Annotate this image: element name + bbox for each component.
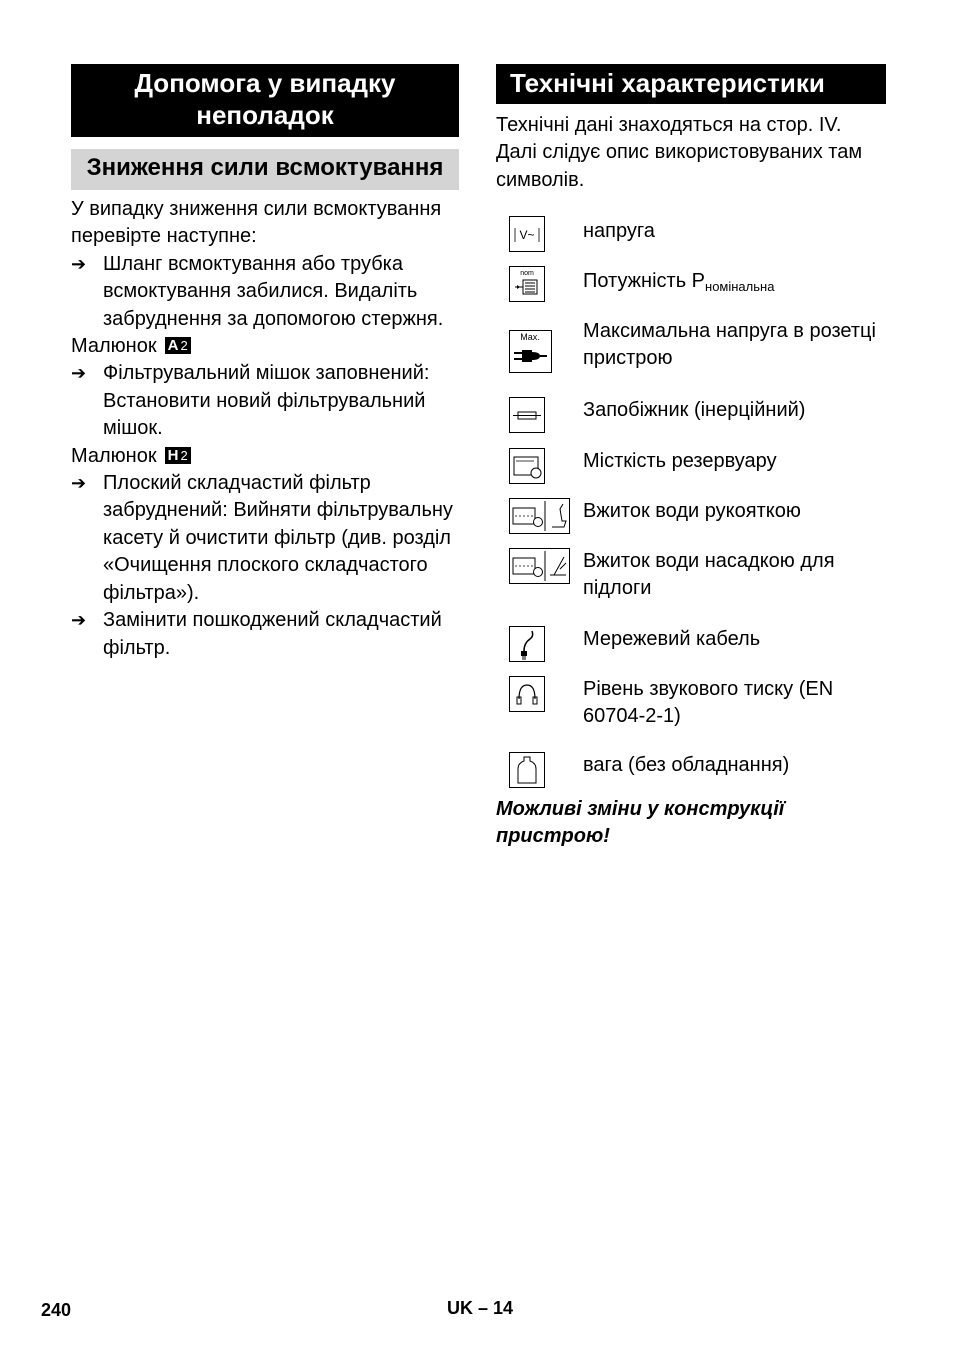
svg-text:V~: V~ bbox=[519, 228, 535, 242]
technical-data-intro: Технічні дані знаходяться на стор. IV. Далі слідує опис використовуваних там символів. bbox=[496, 114, 863, 191]
power-icon bbox=[509, 266, 545, 302]
arrow-right-icon: ➔ bbox=[71, 363, 87, 384]
technical-data-heading: Технічні характеристики bbox=[496, 64, 886, 104]
weight-icon bbox=[509, 752, 545, 788]
voltage-icon bbox=[509, 216, 545, 252]
troubleshooting-column bbox=[71, 64, 459, 662]
figure-badge: A 2 bbox=[165, 337, 191, 354]
list-item: ➔ Шланг всмоктування або трубка всмоктування забилися. Видаліть забруднення за допомогою стержня. bbox=[71, 251, 459, 333]
page-number: 240 bbox=[41, 1300, 72, 1320]
figure-badge: H 2 bbox=[165, 447, 191, 464]
section-page-label: UK – 14 bbox=[447, 1298, 514, 1318]
suction-reduction-subheading: Зниження сили всмоктування bbox=[71, 149, 459, 190]
arrow-right-icon: ➔ bbox=[71, 610, 87, 631]
list-item: ➔ Фільтрувальний мішок заповнений: Встановити новий фільтрувальний мішок. bbox=[71, 360, 459, 442]
sound-pressure-icon bbox=[509, 676, 545, 712]
floor-nozzle-water-icon bbox=[509, 548, 570, 584]
figure-reference: Малюнок A 2 bbox=[71, 333, 459, 360]
fuse-icon bbox=[509, 397, 545, 433]
arrow-right-icon: ➔ bbox=[71, 473, 87, 494]
troubleshooting-heading: Допомога у випадку неполадок bbox=[71, 64, 459, 137]
arrow-right-icon: ➔ bbox=[71, 253, 87, 274]
technical-data-column: Технічні характеристики Технічні дані знаходяться на стор. IV. Далі слідує опис використовуваних там символів. V~ напруга nom Потужність $P_{номінальна}$ Max. Максимальна напруга в розетці пристрою Запобіжник (інерційний) Місткість резервуару Вжиток води рукояткою Вжиток води насадкою для підлоги Мережевий кабель Рівень звукового тиску (EN 60704-2-1) вага (без обладнання) Можливі зміни у конструкції пристрою! bbox=[496, 64, 886, 194]
svg-text:nom: nom bbox=[520, 270, 534, 277]
hand-nozzle-water-icon bbox=[509, 498, 570, 534]
svg-text:Max.: Max. bbox=[520, 332, 540, 342]
list-item: ➔ Замінити пошкоджений складчастий фільтр. bbox=[71, 607, 459, 662]
max-socket-icon bbox=[509, 330, 552, 373]
power-cable-icon bbox=[509, 626, 545, 662]
suction-intro-text: У випадку зниження сили всмоктування перевірте наступне: bbox=[71, 198, 442, 248]
design-change-note: Можливі зміни у конструкції пристрою! bbox=[496, 798, 785, 848]
tank-icon bbox=[509, 448, 545, 484]
figure-reference: Малюнок H 2 bbox=[71, 443, 459, 470]
list-item: ➔ Плоский складчастий фільтр забруднений: Вийняти фільтрувальну касету й очистити фільтр (див. розділ «Очищення плоского складчастого фільтра»). bbox=[71, 470, 459, 607]
